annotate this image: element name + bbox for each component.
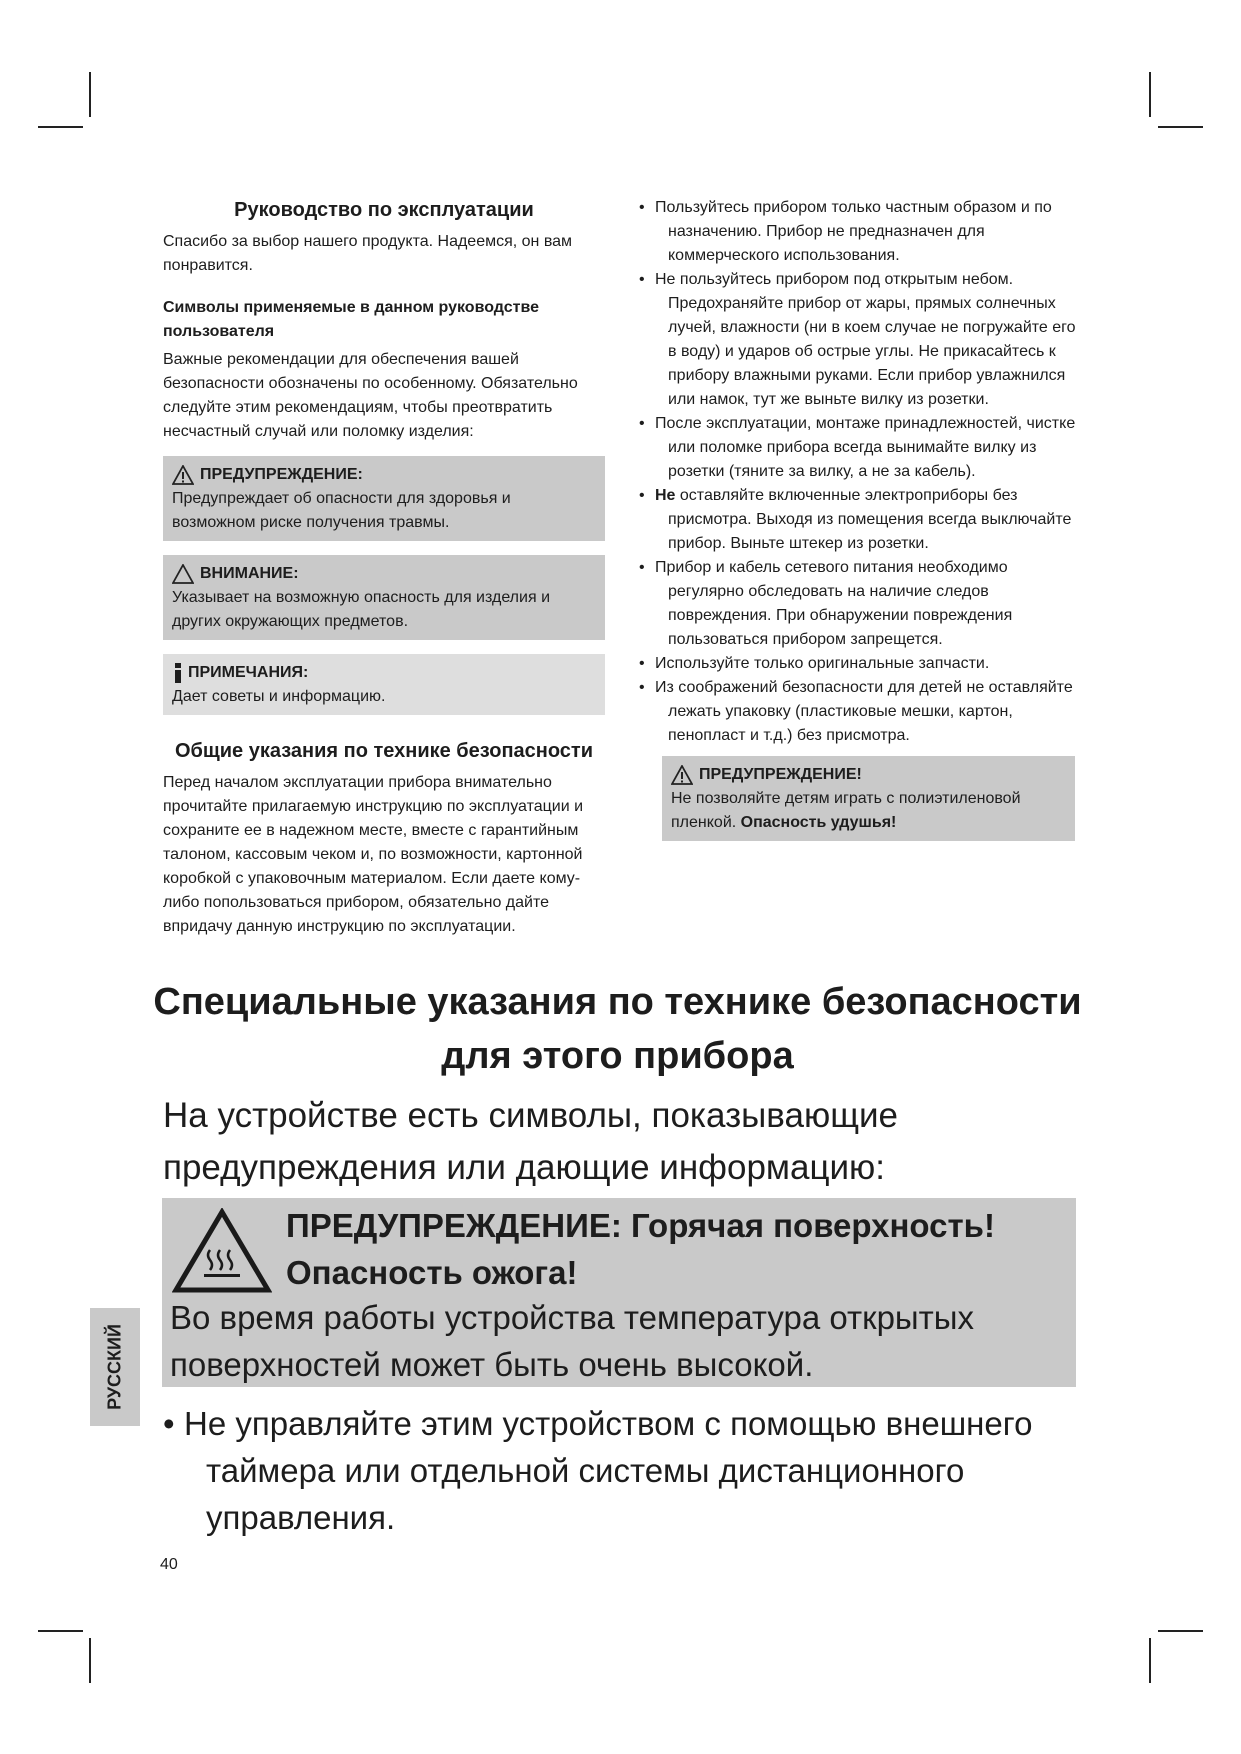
hot-surface-icon [172, 1208, 272, 1294]
caution-text: Указывает на возможную опасность для изделия и других окружающих предметов. [172, 589, 550, 630]
crop-mark [1149, 72, 1151, 117]
crop-mark [89, 1638, 91, 1683]
language-tab [90, 1308, 140, 1426]
thanks-text: Спасибо за выбор нашего продукта. Надеемся, он вам понравится. [163, 233, 573, 274]
crop-mark [38, 126, 83, 128]
note-text: Дает советы и информацию. [172, 688, 386, 705]
suffocation-warning-box [662, 756, 1075, 841]
language-label: РУССКИЙ [104, 1324, 125, 1410]
special-heading: Специальные указания по технике безопасности для этого прибора [153, 981, 1082, 1077]
warning-text: Не позволяйте детям играть с полиэтиленовой пленкой. [671, 790, 1021, 831]
crop-mark [89, 72, 91, 117]
page-number: 40 [160, 1556, 178, 1573]
hot-surface-text: Во время работы устройства температура открытых поверхностей может быть очень высокой. [170, 1299, 974, 1383]
list-item: • Пользуйтесь прибором только частным образом и по назначению. Прибор не предназначен для коммерческого использования. [639, 196, 1081, 268]
warning-title: ПРЕДУПРЕЖДЕНИЕ! [699, 766, 862, 783]
note-box [163, 654, 605, 715]
hot-surface-warning-box [162, 1198, 1076, 1387]
symbols-text: Важные рекомендации для обеспечения вашей безопасности обозначены по особенному. Обязательно следуйте этим рекомендациям, чтобы преотвратить несчастный случай или поломку изделия: [163, 351, 578, 440]
list-item-text: оставляйте включенные электроприборы без присмотра. Выходя из помещения всегда выключайте прибор. Выньте штекер из розетки. [668, 487, 1072, 552]
device-symbols-text: На устройстве есть символы, показывающие предупреждения или дающие информацию: [163, 1096, 898, 1187]
warning-triangle-icon [671, 765, 693, 785]
safety-list [639, 196, 1081, 748]
list-item: • Из соображений безопасности для детей не оставляйте лежать упаковку (пластиковые мешки, картон, пенопласт и т.д.) без присмотра. [639, 676, 1081, 748]
warning-triangle-icon [172, 465, 194, 485]
list-item: • Используйте только оригинальные запчасти. [639, 652, 1081, 676]
list-item [639, 484, 1081, 556]
warning-box [163, 456, 605, 541]
left-column [163, 196, 605, 939]
note-title: ПРИМЕЧАНИЯ: [188, 664, 309, 681]
warning-title: ПРЕДУПРЕЖДЕНИЕ: [200, 466, 363, 483]
list-item: • После эксплуатации, монтаже принадлежностей, чистке или поломке прибора всегда вынимайте вилку из розетки (тяните за вилку, а не за кабель). [639, 412, 1081, 484]
caution-triangle-icon [172, 564, 194, 584]
warning-emphasis: Опасность удушья! [740, 814, 897, 831]
right-column [639, 196, 1081, 841]
timer-warning-list [163, 1400, 1083, 1541]
symbols-heading: Символы применяемые в данном руководстве пользователя [163, 299, 539, 340]
info-icon [172, 663, 184, 683]
caution-box [163, 555, 605, 640]
warning-text: Предупреждает об опасности для здоровья и возможном риске получения травмы. [172, 490, 511, 531]
list-item: • Прибор и кабель сетевого питания необходимо регулярно обследовать на наличие следов повреждения. При обнаружении повреждения пользоваться прибором запрещется. [639, 556, 1081, 652]
general-text: Перед началом эксплуатации прибора внимательно прочитайте прилагаемую инструкцию по эксплуатации и сохраните ее в надежном месте, вместе с гарантийным талоном, кассовым чеком и, по возможности, картонной коробкой с упаковочным материалом. Если даете кому-либо попользоваться прибором, обязательно дайте впридачу данную инструкцию по эксплуатации. [163, 774, 584, 935]
burn-hazard-title: Опасность ожога! [286, 1254, 578, 1291]
list-item: • Не управляйте этим устройством с помощью внешнего таймера или отдельной системы дистанционного управления. [163, 1400, 1083, 1541]
crop-mark [38, 1630, 83, 1632]
list-item: • Не пользуйтесь прибором под открытым небом. Предохраняйте прибор от жары, прямых солнечных лучей, влажности (ни в коем случае не погружайте его в воду) и ударов об острые углы. Не прикасайтесь к прибору влажными руками. Если прибор увлажнился или намок, тут же выньте вилку из розетки. [639, 268, 1081, 412]
general-heading: Общие указания по технике безопасности [174, 740, 594, 762]
hot-surface-title: ПРЕДУПРЕЖДЕНИЕ: Горячая поверхность! [286, 1207, 995, 1244]
crop-mark [1158, 126, 1203, 128]
crop-mark [1149, 1638, 1151, 1683]
crop-mark [1158, 1630, 1203, 1632]
manual-title: Руководство по эксплуатации [234, 199, 534, 221]
emphasis-ne: Не [655, 487, 676, 504]
caution-title: ВНИМАНИЕ: [200, 565, 299, 582]
